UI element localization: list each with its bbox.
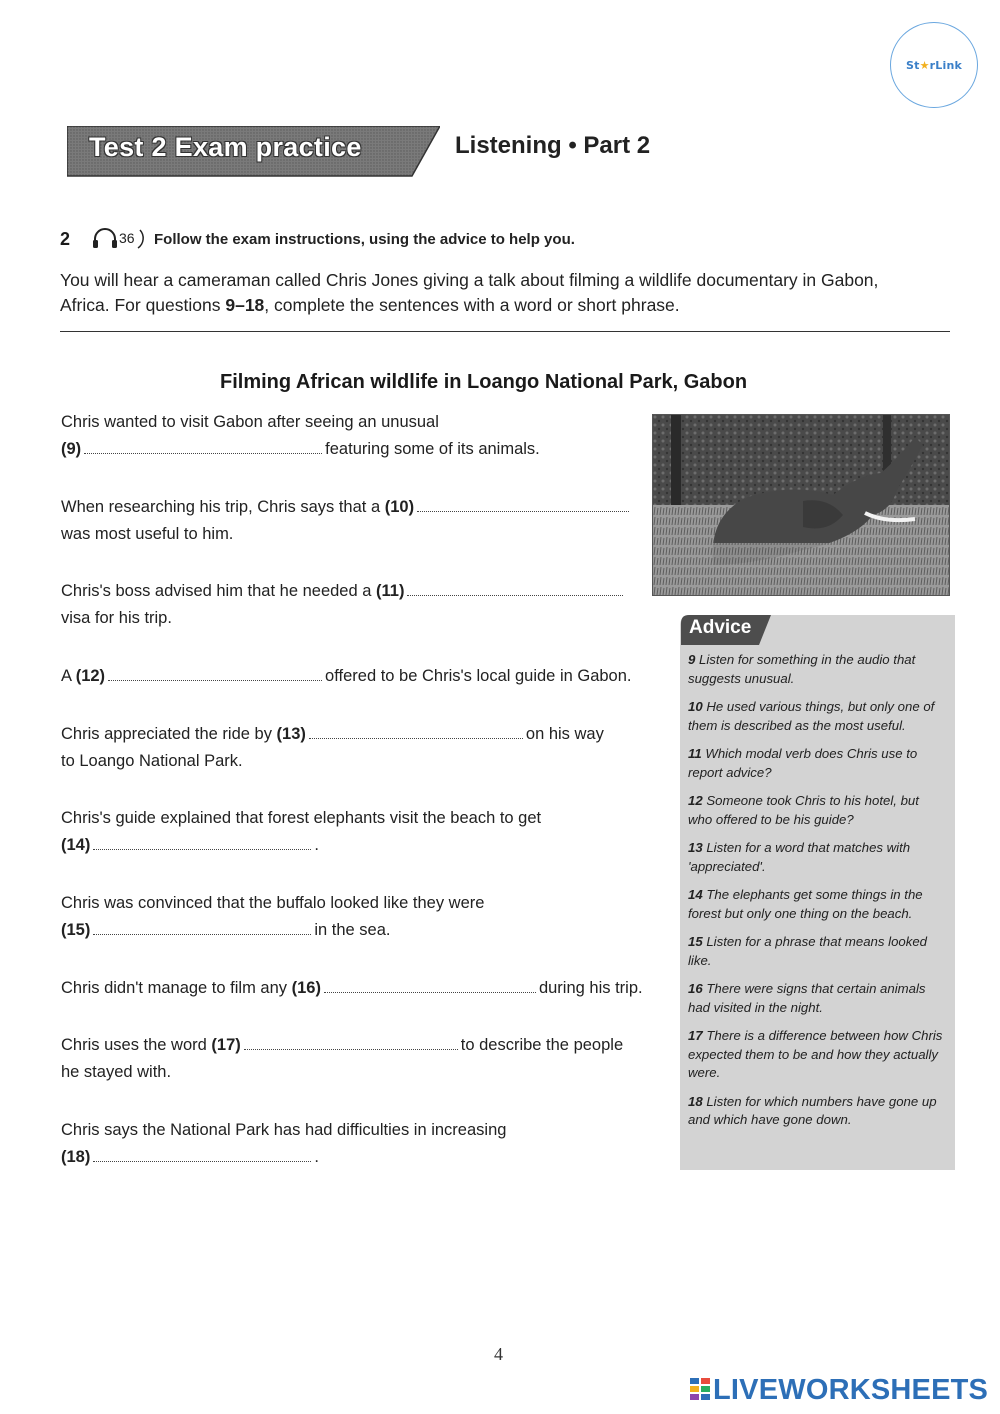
track-number: 36 [119,230,135,246]
sentence-16: Chris didn't manage to film any (16) during his trip. [61,979,643,997]
footer-brand: LIVEWORKSHEETS [713,1374,989,1406]
test-banner [67,126,440,178]
advice-item: 16 There were signs that certain animals had visited in the night. [688,981,926,1015]
sentence-17: Chris uses the word (17) to describe the people he stayed with. [61,1036,624,1081]
divider [60,331,950,332]
headphones-icon[interactable] [92,226,150,250]
intro-paragraph: You will hear a cameraman called Chris Jones giving a talk about filming a wildlife documentary in Gabon, Africa. For questions 9–18, complete the sentences with a word or short phrase. [60,270,879,315]
exercise-instruction: Follow the exam instructions, using the advice to help you. [154,231,575,248]
starlink-logo [890,22,978,108]
advice-item: 17 There is a difference between how Chris expected them to be and how they actually were. [688,1028,943,1080]
answer-blank-13[interactable] [309,726,523,739]
answer-blank-16[interactable] [324,980,536,993]
advice-item: 9 Listen for something in the audio that suggests unusual. [688,652,916,686]
banner-title: Test 2 Exam practice [89,132,362,162]
liveworksheets-grid-icon [690,1378,710,1404]
sentence-11: Chris's boss advised him that he needed a (11) visa for his trip. [61,578,626,632]
advice-list [688,651,946,1140]
answer-blank-12[interactable] [108,668,322,681]
sentence-13: Chris appreciated the ride by (13) on his way to Loango National Park. [61,725,604,770]
answer-blank-18[interactable] [93,1149,311,1162]
answer-blank-17[interactable] [244,1037,458,1050]
elephant-photo [652,414,950,596]
answer-blank-15[interactable] [93,922,311,935]
advice-heading: Advice [689,617,752,638]
advice-item: 18 Listen for which numbers have gone up and which have gone down. [688,1093,937,1127]
answer-blank-9[interactable] [84,441,322,454]
exercise-number: 2 [60,229,71,249]
answer-blank-14[interactable] [93,837,311,850]
advice-item: 14 The elephants get some things in the forest but only one thing on the beach. [688,887,923,921]
sentence-10: When researching his trip, Chris says that a (10) was most useful to him. [61,494,632,548]
answer-blank-10[interactable] [417,499,629,512]
sentence-9: Chris wanted to visit Gabon after seeing an unusual (9) featuring some of its animals. [61,413,540,458]
liveworksheets-logo [690,1374,988,1407]
sentence-18: Chris says the National Park has had difficulties in increasing (18) . [61,1121,507,1166]
sentence-15: Chris was convinced that the buffalo looked like they were (15) in the sea. [61,894,485,939]
advice-item: 13 Listen for a word that matches with 'appreciated'. [688,840,911,874]
advice-item: 10 He used various things, but only one of them is described as the most useful. [688,699,935,733]
page-number: 4 [494,1344,503,1364]
answer-blank-11[interactable] [407,583,623,596]
star-icon: ★ [919,58,930,72]
sentence-14: Chris's guide explained that forest elephants visit the beach to get (14) . [61,809,542,854]
sentence-12: A (12) offered to be Chris's local guide in Gabon. [61,667,632,685]
logo-text: St★rLink [905,58,962,72]
advice-item: 15 Listen for a phrase that means looked like. [688,934,928,968]
advice-item: 11 Which modal verb does Chris use to report advice? [688,746,918,780]
worksheet-title: Filming African wildlife in Loango National Park, Gabon [220,371,748,393]
advice-item: 12 Someone took Chris to his hotel, but who offered to be his guide? [688,793,919,827]
section-title: Listening • Part 2 [455,132,651,159]
